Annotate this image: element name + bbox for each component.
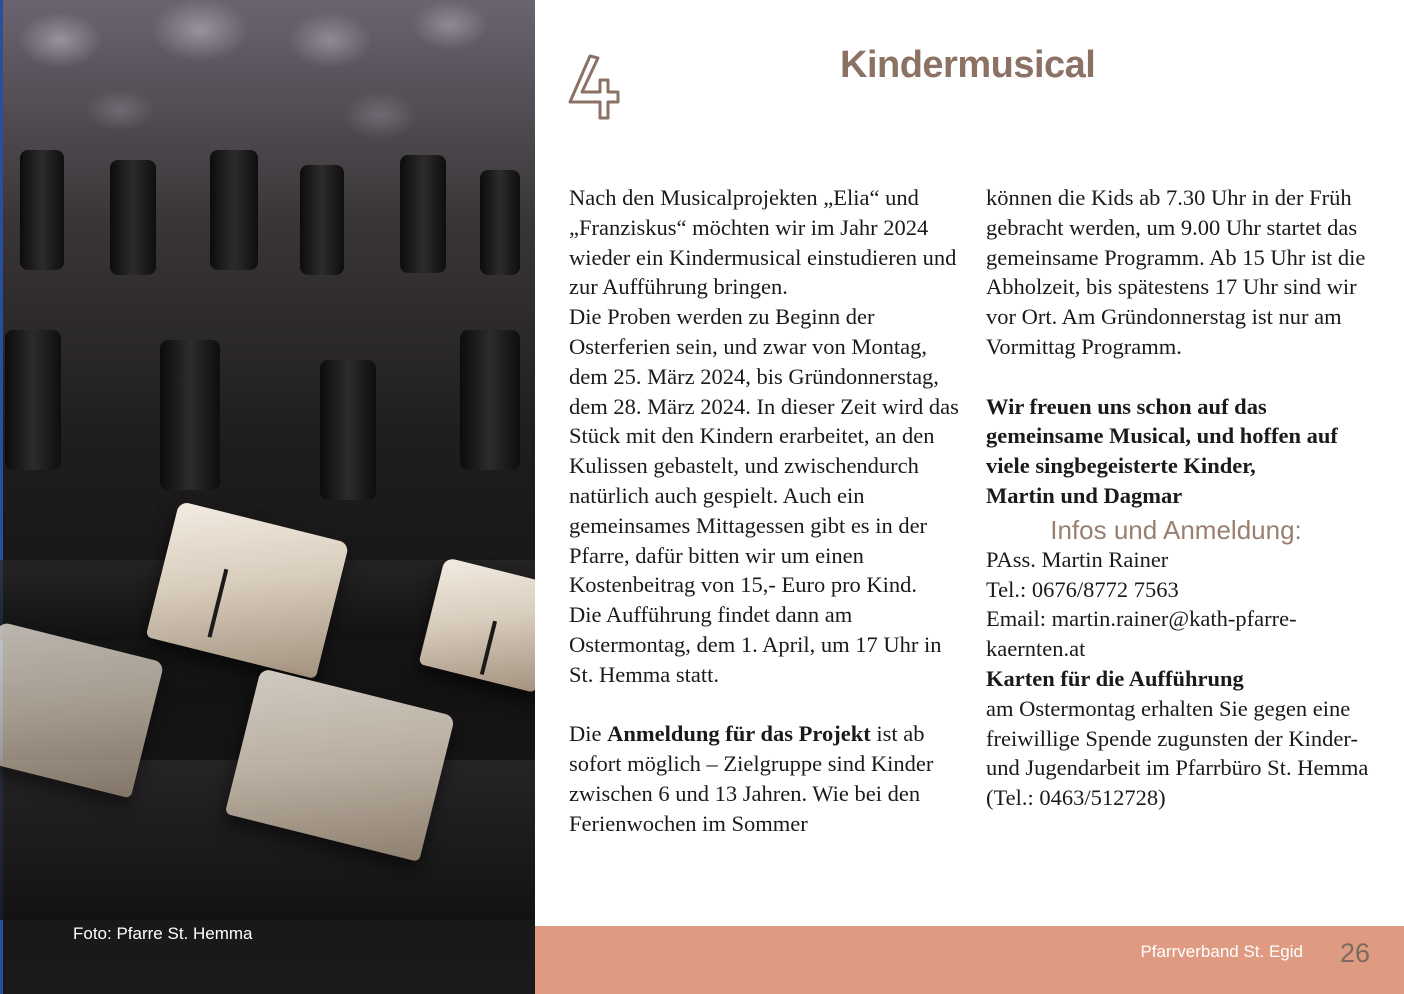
paragraph-spacer [569, 690, 959, 720]
performance-paragraph: Die Aufführung findet dann am Ostermontag, dem 1. April, um 17 Uhr in St. Hemma statt. [569, 602, 942, 687]
registration-pre: Die [569, 721, 608, 747]
console-knob [160, 340, 220, 490]
fader-cap [146, 501, 350, 679]
console-knob [210, 150, 258, 270]
registration-bold: Anmeldung für das Projekt [607, 721, 871, 747]
registration-paragraph [569, 719, 959, 838]
contact-name: PAss. Martin Rainer [986, 546, 1169, 572]
closing-line-1: Wir freuen uns schon auf das gemeinsame Musical, und hoffen auf viele singbegeisterte Kinder, [986, 393, 1338, 479]
console-knob [480, 170, 520, 275]
fader-notch [208, 569, 229, 638]
fader-notch [480, 621, 497, 675]
console-knob [400, 155, 446, 273]
page-number: 26 [1339, 938, 1370, 968]
footer-org: Pfarrverband St. Egid [1140, 942, 1303, 961]
console-knob [5, 330, 61, 470]
infos-heading: Infos und Anmeldung: [1050, 514, 1302, 545]
schedule-paragraph: können die Kids ab 7.30 Uhr in der Früh gebracht werden, um 9.00 Uhr startet das gemeinsame Programm. Ab 15 Uhr ist die Abholzeit, bis spätestens 17 Uhr sind wir vor Ort. Am Gründonnerstag ist nur am Vormittag Programm. [986, 185, 1366, 359]
text-column-right [986, 183, 1378, 813]
closing-text [986, 392, 1378, 511]
intro-paragraph: Nach den Musicalprojekten „Elia“ und „Franziskus“ möchten wir im Jahr 2024 wieder ein Kindermusical einstudieren und zur Aufführung bringen. [569, 185, 957, 300]
tickets-paragraph: am Ostermontag erhalten Sie gegen eine freiwillige Spende zugunsten der Kinder- und Jugendarbeit im Pfarrbüro St. Hemma (Tel.: 0463/512728) [986, 695, 1369, 811]
photo-caption: Foto: Pfarre St. Hemma [73, 924, 253, 943]
rehearsal-paragraph: Die Proben werden zu Beginn der Osterferien sein, und zwar von Montag, dem 25. März 2024, bis Gründonnerstag, dem 28. März 2024. In dieser Zeit wird das Stück mit den Kindern erarbeitet, an den Kulissen gebastelt, und zwischendurch natürlich auch gespielt. Auch ein gemeinsames Mittagessen gibt es in der Pfarre, dafür bitten wir um einen Kostenbeitrag von 15,- Euro pro Kind. [569, 304, 959, 598]
console-knob [460, 330, 520, 470]
tickets-heading-text: Karten für die Aufführung [986, 665, 1244, 691]
outline-digit-4-icon [566, 52, 622, 124]
registration-post: ist ab sofort möglich – Zielgruppe sind Kinder zwischen 6 und 13 Jahren. Wie bei den Ferienwochen im Sommer [569, 721, 934, 836]
mixing-console-photo [0, 0, 535, 994]
console-knob [320, 360, 376, 500]
contact-email: Email: martin.rainer@kath-pfarre-kaernten.at [986, 606, 1297, 662]
closing-signature: Martin und Dagmar [986, 482, 1183, 508]
console-knob [110, 160, 156, 275]
tickets-heading [986, 664, 1378, 694]
page-title: Kindermusical [840, 44, 1096, 86]
text-column-left [569, 183, 959, 839]
contact-phone: Tel.: 0676/8772 7563 [986, 576, 1179, 602]
console-knob [300, 165, 344, 275]
page-footer [535, 926, 1404, 994]
paragraph-spacer [986, 362, 1378, 392]
console-knob [20, 150, 64, 270]
